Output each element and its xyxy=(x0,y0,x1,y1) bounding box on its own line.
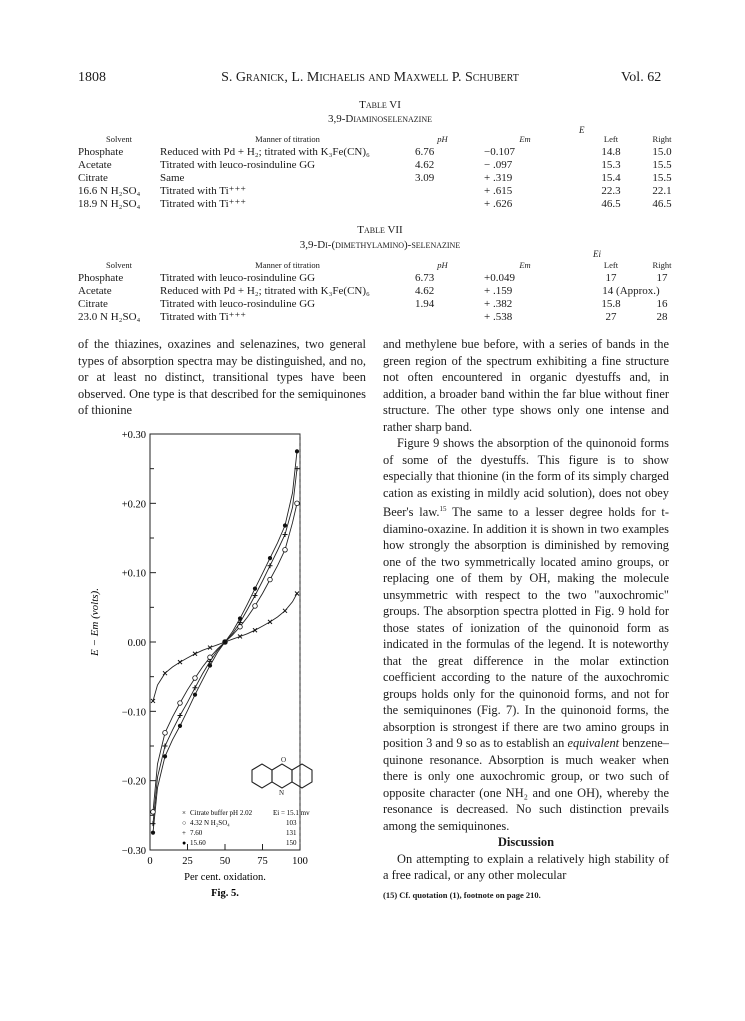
data-point xyxy=(193,652,197,656)
table-cell: 16.6 N H₂SO₄ xyxy=(78,185,141,197)
data-point xyxy=(268,556,272,560)
x-tick-label: 50 xyxy=(219,856,231,867)
table-row xyxy=(78,159,682,172)
data-point xyxy=(208,663,212,667)
legend-value: 131 xyxy=(286,829,297,837)
data-point xyxy=(163,671,167,675)
section-heading: Discussion xyxy=(497,835,555,850)
data-point xyxy=(268,563,273,568)
table-cell: 15.5 xyxy=(652,172,672,184)
svg-text:O: O xyxy=(281,756,287,764)
table-cell: 22.3 xyxy=(601,185,621,197)
table6-title: 3,9-Diaminoselenazine xyxy=(327,113,432,125)
paragraph: of the thiazines, oxazines and selenazines, two general types of absorption spectra may be distinguished, and no, or at least no distinct, transitional types have been observed. One type is that described for the semiquinones of thionine xyxy=(78,337,366,417)
data-point xyxy=(283,547,288,552)
table-cell: Same xyxy=(160,172,185,184)
table-row xyxy=(78,146,682,159)
running-head-authors: S. Granick, L. Michaelis and Maxwell P. Schubert xyxy=(221,70,519,85)
table-cell: 46.5 xyxy=(601,198,621,210)
table-row xyxy=(78,298,682,311)
table-cell: Titrated with Ti⁺⁺⁺ xyxy=(160,311,247,323)
table-cell: 4.62 xyxy=(415,285,435,297)
table-cell: + .319 xyxy=(484,172,513,184)
data-point xyxy=(223,640,227,644)
table7-col-em: Em xyxy=(519,260,531,270)
footnote-ref: 15 xyxy=(439,505,447,513)
data-point xyxy=(295,591,299,595)
table-cell: 46.5 xyxy=(652,198,672,210)
table7-col-titration: Manner of titration xyxy=(255,260,320,270)
table-cell: 15.0 xyxy=(652,146,672,158)
table-cell: Titrated with leuco-rosinduline GG xyxy=(160,159,316,171)
table-cell: 1.94 xyxy=(415,298,435,310)
data-point xyxy=(253,587,257,591)
table7-ei-header: Ei xyxy=(593,249,601,259)
data-point xyxy=(253,593,258,598)
table6-e-header: E xyxy=(579,125,585,135)
table-row xyxy=(78,285,682,298)
y-tick-label: 0.00 xyxy=(127,638,146,649)
table-cell: 15.4 xyxy=(601,172,621,184)
data-point xyxy=(163,744,168,749)
table-cell: 17 xyxy=(656,272,668,284)
data-point xyxy=(283,532,288,537)
table-cell: 4.62 xyxy=(415,159,435,171)
data-point xyxy=(178,713,183,718)
legend-label: 7.60 xyxy=(190,829,203,837)
table-cell: 22.1 xyxy=(652,185,672,197)
svg-text:N: N xyxy=(279,789,285,797)
table7-title: 3,9-Di-(dimethylamino)-selenazine xyxy=(299,239,461,251)
table-cell: Phosphate xyxy=(78,272,124,284)
table-cell: 23.0 N H₂SO₄ xyxy=(78,311,141,323)
right-column-text xyxy=(383,336,669,903)
data-point xyxy=(268,577,273,582)
legend-label: 15.60 xyxy=(190,839,206,847)
legend-label: Citrate buffer pH 2.02 xyxy=(190,809,253,817)
table-cell: Reduced with Pd + H₂; titrated with K₃Fe(CN)₆ xyxy=(160,146,370,158)
series-line xyxy=(153,469,297,824)
data-point xyxy=(238,624,243,629)
table-cell xyxy=(415,185,470,198)
data-point xyxy=(163,754,167,758)
data-point xyxy=(208,655,213,660)
table-cell: 15.5 xyxy=(652,159,672,171)
table-row xyxy=(78,198,682,211)
x-tick-label: 75 xyxy=(257,856,268,867)
data-point xyxy=(178,660,182,664)
table-cell: 16 xyxy=(656,298,668,310)
table-row xyxy=(78,272,682,285)
data-point xyxy=(283,609,287,613)
table-cell: 18.9 N H₂SO₄ xyxy=(78,198,141,210)
data-point xyxy=(178,701,183,706)
table-cell: Titrated with Ti⁺⁺⁺ xyxy=(160,185,247,197)
table-cell xyxy=(415,311,470,324)
y-tick-label: −0.20 xyxy=(121,776,146,788)
table-cell: 28 xyxy=(656,311,668,323)
table6-col-titration: Manner of titration xyxy=(255,134,320,144)
table-cell: 6.73 xyxy=(415,272,435,284)
data-point xyxy=(151,821,156,826)
figure-caption: Fig. 5. xyxy=(211,888,239,899)
table-cell: 14 (Approx.) xyxy=(602,285,660,297)
table-row xyxy=(78,172,682,185)
table-cell: 17 xyxy=(605,272,617,284)
page-number: 1808 xyxy=(78,70,106,85)
table-row xyxy=(78,311,682,324)
table7 xyxy=(78,259,682,324)
table7-col-right: Right xyxy=(652,260,672,270)
table-cell: 6.76 xyxy=(415,146,435,158)
data-point xyxy=(178,724,182,728)
paragraph: On attempting to explain a relatively high stability of a free radical, or any other molecular xyxy=(383,851,669,883)
table-cell: 15.8 xyxy=(601,298,621,310)
y-tick-label: +0.30 xyxy=(121,430,146,441)
table6-col-left: Left xyxy=(603,134,619,144)
data-point xyxy=(253,628,257,632)
chart-legend xyxy=(182,809,310,847)
table-cell: + .159 xyxy=(484,285,513,297)
table-cell: + .382 xyxy=(484,298,513,310)
table7-col-solvent: Solvent xyxy=(106,260,132,270)
table-cell: + .615 xyxy=(484,185,513,197)
text-span: The same to a lesser degree holds for t-diamino-oxazine. In addition it is shown in two examples how strongly the absorption is diminished by removing one of the two symmetrically located amino groups, or replacing one of them by OH, making the molecule unsymmetric with respect to the two "auxochromic" groups. The absorption spectra plotted in Fig. 9 hold for those states of ionization of the quinonoid form as indicated in the formulas of the legend. It is noteworthy that the great difference in the molar extinction coefficient according to the nature of the auxochromic groups holds only for the quinonoid forms, and not for the semiquinones (Fig. 7). In the quinonoid forms, the absorption is strongest if there are two amino groups in position 3 and 9 so as to establish an xyxy=(383,505,669,751)
table-cell: Titrated with leuco-rosinduline GG xyxy=(160,298,316,310)
data-point xyxy=(253,604,258,609)
data-point xyxy=(193,685,198,690)
x-tick-label: 0 xyxy=(147,856,153,867)
table-cell: +0.049 xyxy=(484,272,515,284)
table6 xyxy=(78,133,682,211)
table-cell: 14.8 xyxy=(601,146,621,158)
table-cell: Acetate xyxy=(78,285,112,297)
figure-5-chart xyxy=(70,422,370,922)
y-tick-label: −0.10 xyxy=(121,707,146,719)
table-cell: Citrate xyxy=(78,298,108,310)
table-cell: Acetate xyxy=(78,159,112,171)
table-cell: Reduced with Pd + H₂; titrated with K₃Fe(CN)₆ xyxy=(160,285,370,297)
molecule-structure-icon xyxy=(252,756,312,797)
y-tick-label: −0.30 xyxy=(121,846,146,857)
table-cell: − .097 xyxy=(484,159,513,171)
legend-marker: ○ xyxy=(182,819,187,827)
table-cell: Phosphate xyxy=(78,146,124,158)
x-axis-label: Per cent. oxidation. xyxy=(184,872,266,883)
table6-label: Table VI xyxy=(359,99,401,111)
paragraph: and methylene bue before, with a series of bands in the green region of the spectrum exhibiting a fine structure not often encountered in organic dyestuffs and, in addition, a broader band within the far blue without finer structure. The other type shows only one intense and rather sharp band. xyxy=(383,337,669,434)
paragraph xyxy=(383,435,669,834)
legend-marker: ● xyxy=(182,839,187,847)
data-point xyxy=(295,501,300,506)
table-row xyxy=(78,185,682,198)
legend-value: 103 xyxy=(286,819,297,827)
y-tick-label: +0.20 xyxy=(121,499,146,511)
table-cell: Titrated with leuco-rosinduline GG xyxy=(160,272,316,284)
table-cell: −0.107 xyxy=(484,146,515,158)
y-tick-label: +0.10 xyxy=(121,568,146,580)
table-cell: 27 xyxy=(605,311,617,323)
table7-col-ph: pH xyxy=(437,260,448,270)
series-line xyxy=(153,594,297,701)
legend-label: 4.32 N H₂SO₄ xyxy=(190,819,230,827)
data-point xyxy=(193,693,197,697)
table6-col-ph: pH xyxy=(437,134,448,144)
volume-label: Vol. 62 xyxy=(621,70,662,85)
table7-label: Table VII xyxy=(357,224,403,236)
table7-col-left: Left xyxy=(603,260,619,270)
table-cell xyxy=(415,198,470,211)
table6-col-right: Right xyxy=(652,134,672,144)
data-point xyxy=(151,810,156,815)
legend-marker: + xyxy=(182,829,186,837)
series-line xyxy=(153,503,297,812)
legend-marker: × xyxy=(182,809,186,817)
data-point xyxy=(238,616,242,620)
table6-col-em: Em xyxy=(519,134,531,144)
left-column-text xyxy=(78,336,366,419)
table-cell: Titrated with Ti⁺⁺⁺ xyxy=(160,198,247,210)
table-cell: 15.3 xyxy=(601,159,621,171)
footnote: (15) Cf. quotation (1), footnote on page 210. xyxy=(383,889,541,900)
table-cell: + .538 xyxy=(484,311,513,323)
legend-value: 150 xyxy=(286,839,297,847)
data-point xyxy=(268,620,272,624)
x-tick-label: 100 xyxy=(292,856,308,867)
x-tick-label: 25 xyxy=(182,856,193,867)
table-cell: Citrate xyxy=(78,172,108,184)
table-cell: 3.09 xyxy=(415,172,435,184)
data-point xyxy=(283,523,287,527)
data-point xyxy=(295,449,299,453)
data-point xyxy=(193,676,198,681)
text-span: benzene–quinone resonance. Absorption is much weaker when there is only one auxochromic group, or two such of opposite character (one NH₂ and one OH), whereby the resonance is decreased. No such distinction prevails among the semiquinones. xyxy=(383,736,669,833)
emphasis: equivalent xyxy=(567,736,620,751)
text-span: Figure 9 shows the absorption of the quinonoid forms of some of the dyestuffs. This figure is to show especially that thionine (in the form of its simply charged cation as existing in mildly acid solution), does not obey Beer's law. xyxy=(383,436,669,520)
table6-col-solvent: Solvent xyxy=(106,134,132,144)
y-axis-label: E − Em (volts). xyxy=(89,588,101,656)
data-point xyxy=(151,831,155,835)
legend-value: Ei = 15.1 mv xyxy=(273,809,310,817)
data-point xyxy=(163,731,168,736)
table-cell: + .626 xyxy=(484,198,513,210)
